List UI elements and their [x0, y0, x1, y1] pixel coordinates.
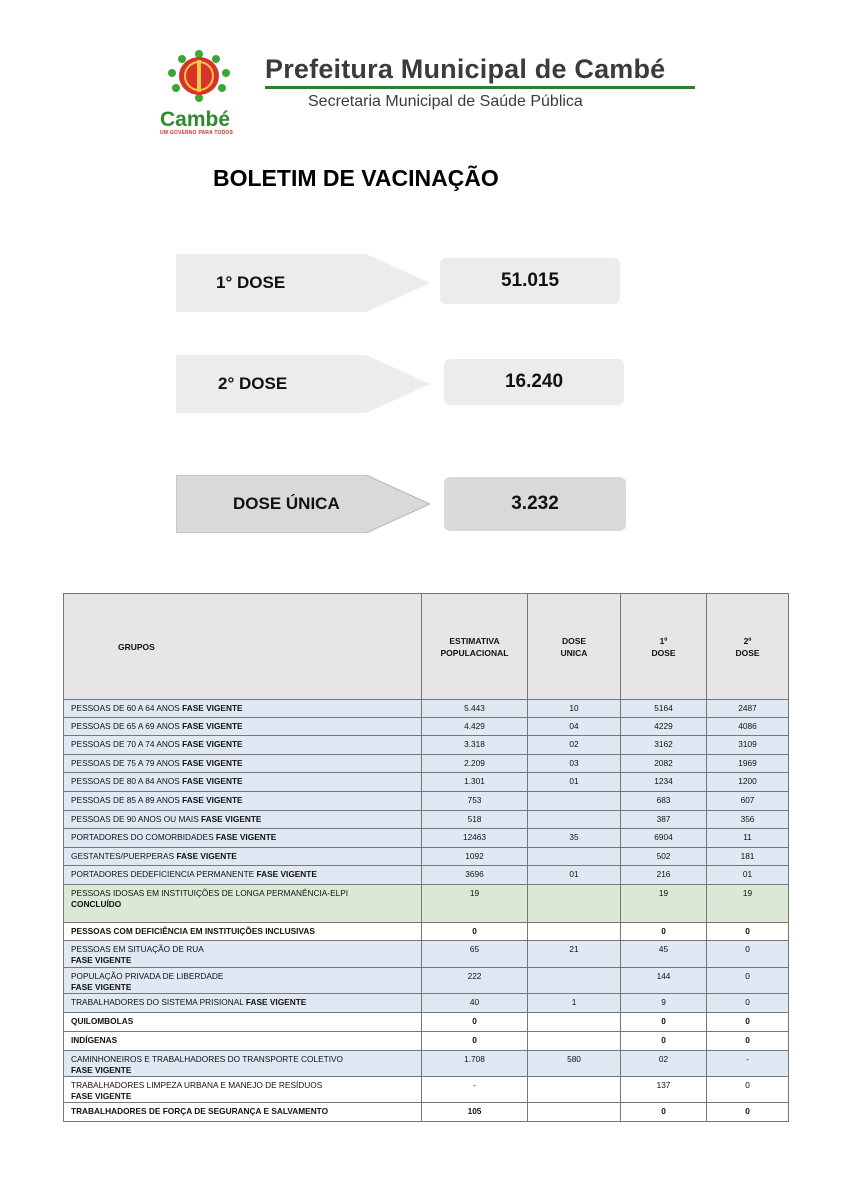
- cell-estimate: 222: [422, 968, 528, 994]
- cell-estimate: 0: [422, 1013, 528, 1032]
- phase-status: CONCLUÍDO: [71, 899, 122, 909]
- cell-group: [64, 1051, 422, 1077]
- phase-status: FASE VIGENTE: [182, 703, 243, 713]
- cell-first: 45: [621, 941, 707, 968]
- cell-first: 683: [621, 792, 707, 811]
- cell-first: 0: [621, 1032, 707, 1051]
- arrow-shape: [176, 254, 432, 312]
- document-title: BOLETIM DE VACINAÇÃO: [213, 165, 499, 191]
- cell-first: 144: [621, 968, 707, 994]
- cell-second: 0: [707, 941, 789, 968]
- group-name: QUILOMBOLAS: [71, 1016, 134, 1026]
- cell-estimate: 3.318: [422, 736, 528, 755]
- cell-group: [64, 866, 422, 885]
- phase-status: FASE VIGENTE: [215, 832, 277, 842]
- cell-single: [528, 1103, 621, 1122]
- logo-slogan: UM GOVERNO PARA TODOS: [160, 130, 234, 136]
- cell-estimate: 4.429: [422, 718, 528, 736]
- group-name: TRABALHADORES DE FORÇA DE SEGURANÇA E SALVAMENTO: [71, 1106, 329, 1116]
- header-dose-unica: [528, 594, 621, 700]
- header-line: 2º: [743, 635, 752, 646]
- cell-first: 3162: [621, 736, 707, 755]
- cell-estimate: 105: [422, 1103, 528, 1122]
- cell-estimate: 518: [422, 811, 528, 829]
- cell-estimate: 3696: [422, 866, 528, 885]
- cell-second: 0: [707, 1103, 789, 1122]
- group-name: CAMINHONEIROS E TRABALHADORES DO TRANSPORTE COLETIVO: [71, 1054, 344, 1064]
- phase-status: FASE VIGENTE: [71, 982, 132, 992]
- cell-second: 0: [707, 994, 789, 1013]
- cell-group: [64, 736, 422, 755]
- cell-single: [528, 811, 621, 829]
- table-row: [64, 773, 789, 792]
- group-name: PORTADORES DEDEFICIENCIA PERMANENTE: [71, 869, 255, 879]
- table-header-row: [64, 594, 789, 700]
- title-underline: [265, 86, 695, 89]
- cambe-logo: [154, 48, 244, 136]
- cell-second: 1200: [707, 773, 789, 792]
- cell-single: 580: [528, 1051, 621, 1077]
- group-name: TRABALHADORES DO SISTEMA PRISIONAL: [71, 997, 244, 1007]
- cell-single: 02: [528, 736, 621, 755]
- cell-single: [528, 1013, 621, 1032]
- table-row: [64, 994, 789, 1013]
- cell-first: 502: [621, 848, 707, 866]
- cell-single: [528, 968, 621, 994]
- cell-single: 1: [528, 994, 621, 1013]
- cell-single: 01: [528, 773, 621, 792]
- header-line: 1º: [659, 635, 668, 646]
- table-row: [64, 736, 789, 755]
- cell-estimate: 753: [422, 792, 528, 811]
- group-name: PESSOAS DE 65 A 69 ANOS: [71, 721, 180, 731]
- dose-label: DOSE ÚNICA: [233, 494, 340, 513]
- dose-summary-single: [176, 475, 636, 535]
- table-row: [64, 1032, 789, 1051]
- cell-estimate: 1092: [422, 848, 528, 866]
- cell-first: 5164: [621, 700, 707, 718]
- cell-second: 607: [707, 792, 789, 811]
- group-name: GESTANTES/PUERPERAS: [71, 851, 175, 861]
- group-name: PESSOAS DE 90 ANOS OU MAIS: [71, 814, 199, 824]
- cell-group: [64, 792, 422, 811]
- cell-group: [64, 848, 422, 866]
- table-row: [64, 792, 789, 811]
- cell-first: 4229: [621, 718, 707, 736]
- phase-status: FASE VIGENTE: [71, 955, 132, 965]
- cell-first: 02: [621, 1051, 707, 1077]
- group-name: PORTADORES DO COMORBIDADES: [71, 832, 214, 842]
- header-line: UNICA: [560, 647, 588, 658]
- phase-status: FASE VIGENTE: [256, 869, 317, 879]
- cell-first: 216: [621, 866, 707, 885]
- table-row: [64, 923, 789, 941]
- cell-second: 181: [707, 848, 789, 866]
- cell-single: 10: [528, 700, 621, 718]
- cell-first: 0: [621, 923, 707, 941]
- cell-group: [64, 1103, 422, 1122]
- dose-summary-first: [176, 254, 636, 314]
- cell-second: 01: [707, 866, 789, 885]
- header-primeira-dose: [621, 594, 707, 700]
- cell-first: 2082: [621, 755, 707, 773]
- cell-second: 19: [707, 885, 789, 923]
- cell-single: [528, 792, 621, 811]
- cell-group: [64, 1032, 422, 1051]
- cell-single: [528, 1077, 621, 1103]
- header-segunda-dose: [707, 594, 789, 700]
- cell-estimate: 19: [422, 885, 528, 923]
- secretaria-subtitle: Secretaria Municipal de Saúde Pública: [308, 93, 583, 110]
- group-name: POPULAÇÃO PRIVADA DE LIBERDADE: [71, 971, 224, 981]
- header-line: DOSE: [561, 635, 587, 646]
- cell-first: 0: [621, 1013, 707, 1032]
- cell-group: [64, 1077, 422, 1103]
- cell-group: [64, 829, 422, 848]
- group-name: PESSOAS IDOSAS EM INSTITUIÇÕES DE LONGA PERMANÊNCIA-ELPI: [71, 888, 349, 898]
- cell-estimate: 2.209: [422, 755, 528, 773]
- cell-second: 4086: [707, 718, 789, 736]
- header-line: DOSE: [735, 647, 760, 658]
- cell-estimate: -: [422, 1077, 528, 1103]
- group-name: PESSOAS DE 85 A 89 ANOS: [71, 795, 180, 805]
- arrow-shape: [176, 355, 432, 413]
- cell-second: 0: [707, 1077, 789, 1103]
- table-row: [64, 811, 789, 829]
- phase-status: FASE VIGENTE: [176, 851, 237, 861]
- cell-estimate: 0: [422, 1032, 528, 1051]
- cell-second: 0: [707, 923, 789, 941]
- cell-single: 35: [528, 829, 621, 848]
- cell-single: 03: [528, 755, 621, 773]
- cell-first: 137: [621, 1077, 707, 1103]
- phase-status: FASE VIGENTE: [71, 1065, 132, 1075]
- dose-value: 16.240: [444, 359, 624, 405]
- cell-single: 01: [528, 866, 621, 885]
- cell-group: [64, 994, 422, 1013]
- cell-second: 0: [707, 1013, 789, 1032]
- cell-group: [64, 1013, 422, 1032]
- cell-second: 356: [707, 811, 789, 829]
- table-row: [64, 968, 789, 994]
- cell-second: 0: [707, 968, 789, 994]
- phase-status: FASE VIGENTE: [71, 1091, 132, 1101]
- cell-single: [528, 1032, 621, 1051]
- cell-second: 3109: [707, 736, 789, 755]
- cell-estimate: 40: [422, 994, 528, 1013]
- phase-status: FASE VIGENTE: [201, 814, 262, 824]
- dose-value: 3.232: [444, 477, 626, 531]
- phase-status: FASE VIGENTE: [182, 721, 243, 731]
- header-line: DOSE: [651, 647, 676, 658]
- table-row: [64, 866, 789, 885]
- table-row: [64, 829, 789, 848]
- cell-single: 21: [528, 941, 621, 968]
- cell-single: [528, 848, 621, 866]
- dose-label: 2° DOSE: [218, 374, 288, 393]
- cell-group: [64, 755, 422, 773]
- cell-group: [64, 773, 422, 792]
- group-name: PESSOAS DE 70 A 74 ANOS: [71, 739, 180, 749]
- table-row: [64, 1077, 789, 1103]
- table-row: [64, 1051, 789, 1077]
- cell-group: [64, 923, 422, 941]
- phase-status: FASE VIGENTE: [245, 997, 307, 1007]
- cell-first: 387: [621, 811, 707, 829]
- group-name: PESSOAS DE 60 A 64 ANOS: [71, 703, 180, 713]
- cell-first: 19: [621, 885, 707, 923]
- cell-estimate: 1.301: [422, 773, 528, 792]
- table-row: [64, 848, 789, 866]
- cell-single: [528, 923, 621, 941]
- cell-first: 9: [621, 994, 707, 1013]
- table-row: [64, 941, 789, 968]
- cell-group: [64, 811, 422, 829]
- cell-second: 2487: [707, 700, 789, 718]
- logo-wordmark: Cambé: [160, 108, 231, 131]
- table-row: [64, 1013, 789, 1032]
- dose-label: 1° DOSE: [216, 273, 286, 292]
- cell-first: 0: [621, 1103, 707, 1122]
- group-name: TRABALHADORES LIMPEZA URBANA E MANEJO DE RESÍDUOS: [71, 1080, 323, 1090]
- cell-first: 6904: [621, 829, 707, 848]
- cell-second: 11: [707, 829, 789, 848]
- cell-group: [64, 700, 422, 718]
- phase-status: FASE VIGENTE: [182, 739, 243, 749]
- cell-estimate: 65: [422, 941, 528, 968]
- cell-second: 0: [707, 1032, 789, 1051]
- group-name: PESSOAS DE 80 A 84 ANOS: [71, 776, 180, 786]
- table-row: [64, 755, 789, 773]
- table-row: [64, 1103, 789, 1122]
- vaccination-groups-table: [63, 593, 789, 1122]
- cell-estimate: 12463: [422, 829, 528, 848]
- group-name: PESSOAS DE 75 A 79 ANOS: [71, 758, 180, 768]
- cell-group: [64, 968, 422, 994]
- group-name: PESSOAS EM SITUAÇÃO DE RUA: [71, 944, 204, 954]
- phase-status: FASE VIGENTE: [182, 776, 243, 786]
- table-row: [64, 718, 789, 736]
- group-name: INDÍGENAS: [71, 1035, 118, 1045]
- header-grupos: GRUPOS: [64, 594, 422, 700]
- dose-summary-second: [176, 355, 636, 415]
- table-row: [64, 885, 789, 923]
- phase-status: FASE VIGENTE: [182, 758, 243, 768]
- cell-single: 04: [528, 718, 621, 736]
- header-line: POPULACIONAL: [440, 647, 509, 658]
- phase-status: FASE VIGENTE: [182, 795, 243, 805]
- cell-second: 1969: [707, 755, 789, 773]
- cell-estimate: 0: [422, 923, 528, 941]
- table-row: [64, 700, 789, 718]
- dose-value: 51.015: [440, 258, 620, 304]
- cell-first: 1234: [621, 773, 707, 792]
- prefeitura-title: Prefeitura Municipal de Cambé: [265, 54, 666, 84]
- cell-estimate: 1.708: [422, 1051, 528, 1077]
- group-name: PESSOAS COM DEFICIÊNCIA EM INSTITUIÇÕES INCLUSIVAS: [71, 926, 315, 936]
- cell-group: [64, 718, 422, 736]
- cell-group: [64, 885, 422, 923]
- cell-group: [64, 941, 422, 968]
- header-line: ESTIMATIVA: [449, 635, 500, 646]
- page-header: [150, 48, 710, 138]
- cell-second: -: [707, 1051, 789, 1077]
- header-estimativa: [422, 594, 528, 700]
- cell-estimate: 5.443: [422, 700, 528, 718]
- cell-single: [528, 885, 621, 923]
